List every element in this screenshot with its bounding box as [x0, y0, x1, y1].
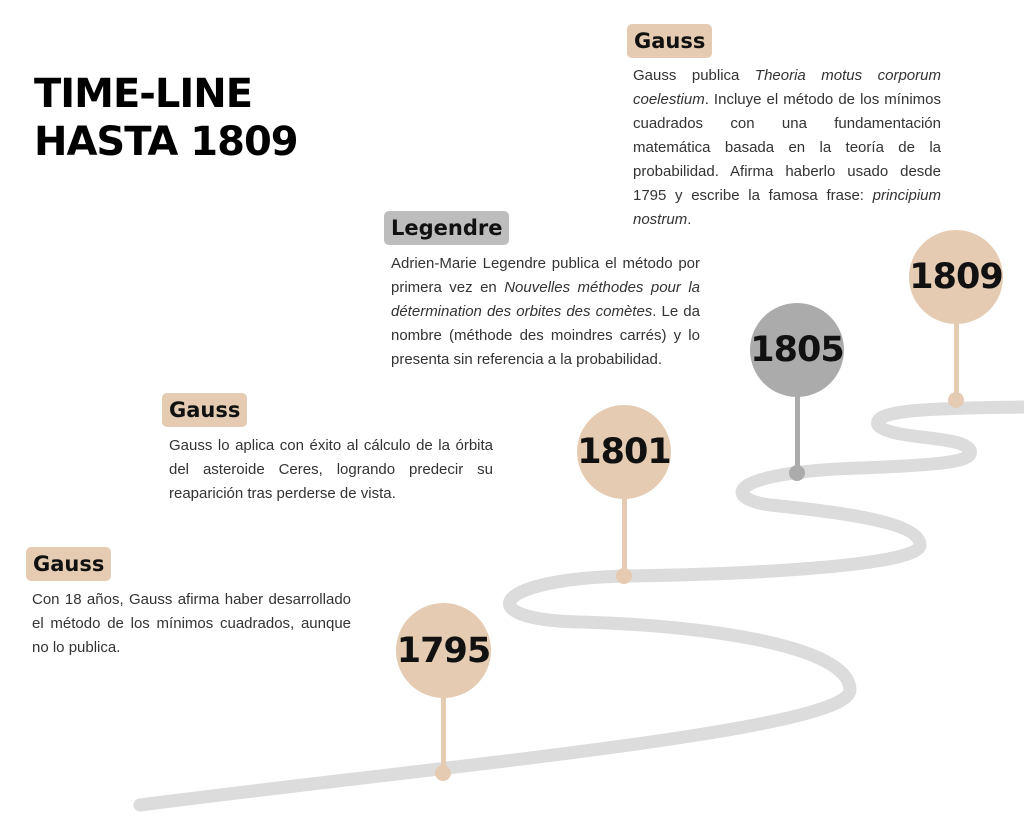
year-label-1809: 1809	[909, 257, 1003, 297]
event-1805-text-1: Adrien-Marie Legendre publica el método por primera vez en	[391, 255, 700, 296]
event-1809-text-2: . Incluye el método de los mínimos cuadrados con una fundamentación matemática basada en la teoría de la probabilidad. Afirma haberlo usado desde 1795 y escribe la famosa frase:	[633, 91, 941, 204]
year-label-1805: 1805	[750, 330, 844, 370]
event-1809-text-3: .	[687, 211, 692, 228]
event-1809-quote: principium nostrum	[633, 187, 941, 228]
event-1805-author-tag: Legendre	[384, 211, 509, 245]
event-1795-author-tag: Gauss	[26, 547, 111, 581]
pin-1801-drop	[616, 568, 632, 584]
pin-1805-drop	[789, 465, 805, 481]
pin-1805	[750, 303, 844, 483]
event-1801-author-tag: Gauss	[162, 393, 247, 427]
event-1801-description	[169, 434, 493, 506]
event-1805-text-2: . Le da nombre (méthode des moindres carrés) y lo presenta sin referencia a la probabilidad.	[391, 303, 700, 368]
pin-1809-bulb	[909, 230, 1003, 324]
title-line-1: TIME-LINE	[34, 71, 253, 117]
event-1809-author-tag: Gauss	[627, 24, 712, 58]
event-1801-text-1: Gauss lo aplica con éxito al cálculo de la órbita del asteroide Ceres, logrando predecir su reaparición tras perderse de vista.	[169, 437, 493, 502]
pin-1809	[909, 230, 1003, 410]
event-1805-book-title: Nouvelles méthodes pour la détermination des orbites des comètes	[391, 279, 700, 320]
event-1805-description	[391, 252, 700, 372]
year-label-1801: 1801	[577, 432, 671, 472]
year-label-1795: 1795	[396, 630, 491, 671]
pin-1801-bulb	[577, 405, 671, 499]
pin-1795-bulb	[396, 603, 491, 698]
event-1795-text-1: Con 18 años, Gauss afirma haber desarrollado el método de los mínimos cuadrados, aunque no lo publica.	[32, 591, 351, 656]
pin-1801	[577, 405, 671, 585]
pin-1795	[396, 603, 491, 783]
pin-1805-bulb	[750, 303, 844, 397]
event-1809-text-1: Gauss publica	[633, 67, 755, 84]
page-title	[34, 70, 298, 166]
event-1809-description	[633, 64, 941, 232]
event-1795-description	[32, 588, 351, 660]
pin-1795-drop	[435, 765, 451, 781]
event-1809-book-title: Theoria motus corporum coelestium	[633, 67, 941, 108]
title-line-2: HASTA 1809	[34, 119, 298, 165]
pin-1809-drop	[948, 392, 964, 408]
